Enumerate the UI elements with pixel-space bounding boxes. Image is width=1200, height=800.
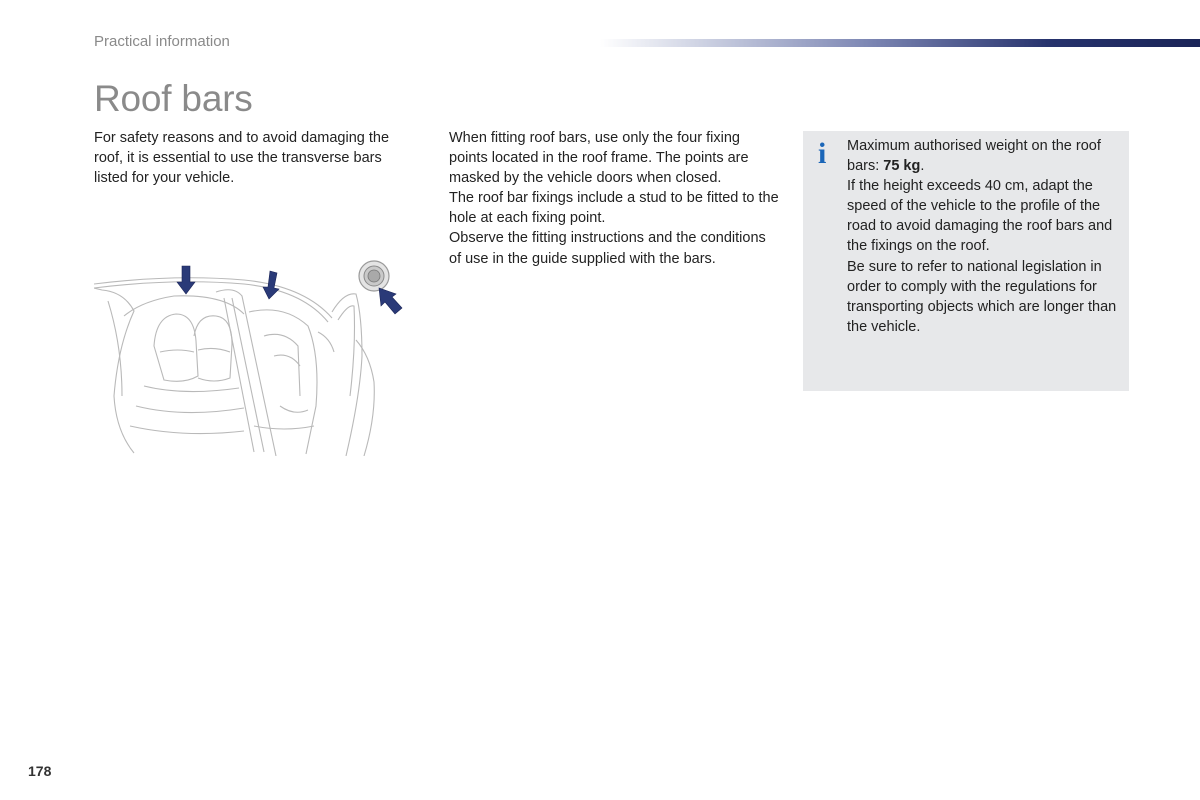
header-gradient-bar: [600, 39, 1200, 47]
height-paragraph: If the height exceeds 40 cm, adapt the speed of the vehicle to the profile of the road to avoid damaging the roof bars and the fixings on the roof.: [847, 178, 1113, 255]
fitting-column: [449, 128, 781, 269]
intro-paragraph: For safety reasons and to avoid damaging the roof, it is essential to use the transverse bars listed for your vehicle.: [94, 130, 390, 187]
max-weight-value: 75 kg: [883, 158, 921, 175]
page-title: Roof bars: [94, 78, 253, 119]
page-number: 178: [28, 763, 52, 779]
max-weight-text: Maximum authorised weight on the roof bars:: [847, 138, 1101, 175]
car-roof-fixing-points-illustration: [94, 256, 410, 456]
section-label: Practical information: [94, 33, 230, 50]
intro-column: [94, 128, 416, 188]
legislation-paragraph: Be sure to refer to national legislation in order to comply with the regulations for transporting objects which are longer than the vehicle.: [847, 258, 1117, 335]
max-weight-paragraph: [847, 136, 1123, 176]
max-weight-suffix: .: [920, 158, 925, 175]
instructions-paragraph: Observe the fitting instructions and the conditions of use in the guide supplied with the bars.: [449, 230, 766, 267]
info-icon: i: [818, 137, 827, 170]
stud-paragraph: The roof bar fixings include a stud to be fitted to the hole at each fixing point.: [449, 190, 779, 227]
info-text: [847, 136, 1123, 337]
info-box: [803, 131, 1129, 391]
fixing-points-paragraph: When fitting roof bars, use only the four fixing points located in the roof frame. The points are masked by the vehicle doors when closed.: [449, 130, 749, 187]
